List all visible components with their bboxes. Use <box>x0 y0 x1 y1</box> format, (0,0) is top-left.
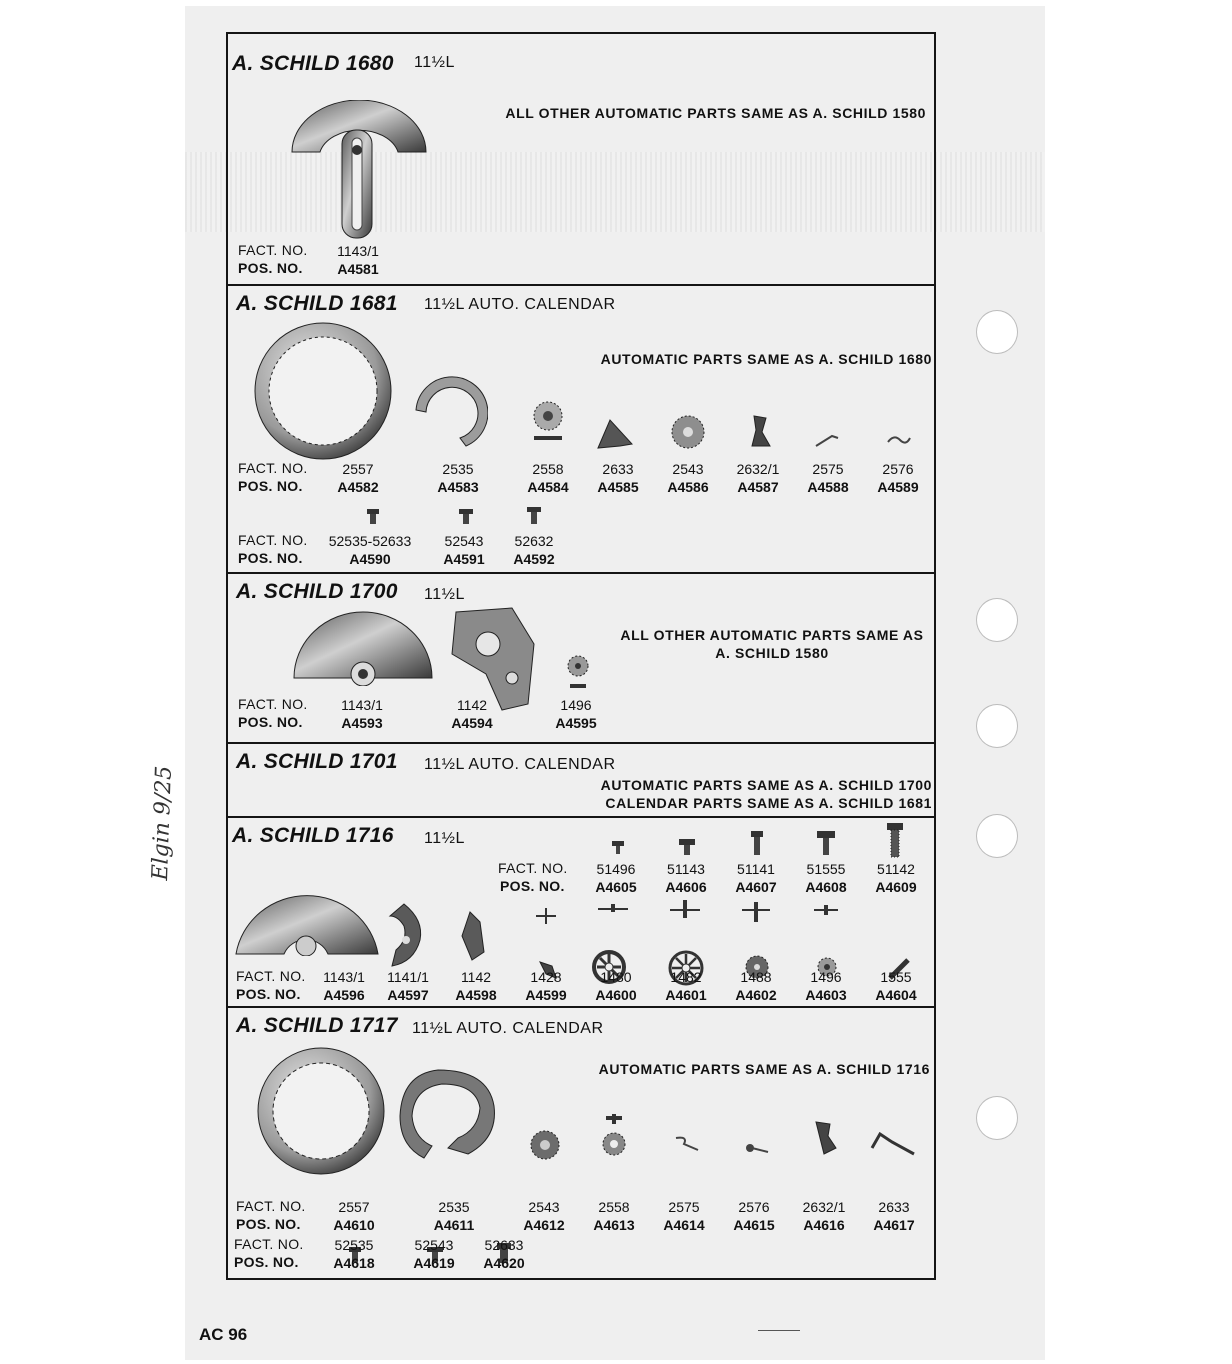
calendar-plate-image <box>398 1066 502 1162</box>
pos-no: A4618 <box>333 1255 375 1271</box>
note-line: A. SCHILD 1580 <box>715 645 829 661</box>
section-title: A. SCHILD 1681 <box>236 292 398 315</box>
section-title: A. SCHILD 1680 <box>232 52 394 75</box>
punch-hole <box>976 814 1018 858</box>
section-1717-screws <box>226 1236 936 1280</box>
fact-no: 1142 <box>460 969 492 985</box>
part-entry <box>504 1198 584 1234</box>
pos-no: A4607 <box>735 879 777 895</box>
section-note: AUTOMATIC PARTS SAME AS A. SCHILD 1716 <box>598 1061 930 1077</box>
part-entry <box>644 1198 724 1234</box>
fact-no: 1143/1 <box>341 697 383 713</box>
part-entry <box>418 460 498 496</box>
part-entry <box>414 1198 494 1234</box>
section-title: A. SCHILD 1716 <box>232 824 394 847</box>
fact-no: 2576 <box>882 461 914 477</box>
screw-image <box>458 508 474 526</box>
fact-no: 1555 <box>880 969 912 985</box>
screw-entry <box>786 860 866 896</box>
section-size: 11½L AUTO. CALENDAR <box>424 296 616 313</box>
fact-no: 2535 <box>438 1199 470 1215</box>
pos-no: A4597 <box>387 987 429 1003</box>
pos-no: A4604 <box>875 987 917 1003</box>
screw-entry <box>315 532 425 568</box>
screw-entry <box>394 1236 474 1272</box>
pos-no: A4617 <box>873 1217 915 1233</box>
fact-no: 52632 <box>514 533 554 549</box>
section-title: A. SCHILD 1700 <box>236 580 398 603</box>
part-entry <box>576 968 656 1004</box>
part-entry <box>506 968 586 1004</box>
part-entry <box>578 460 658 496</box>
pos-no: A4595 <box>555 715 597 731</box>
pos-no: A4589 <box>877 479 919 495</box>
pos-no: A4582 <box>337 479 379 495</box>
fact-no: 2557 <box>342 461 374 477</box>
pos-no: A4616 <box>803 1217 845 1233</box>
handwritten-note: Elgin 9/25 <box>148 765 177 881</box>
pos-no-label: POS. NO. <box>238 478 303 494</box>
fact-no: 51142 <box>877 861 915 877</box>
section-title: A. SCHILD 1717 <box>236 1014 398 1037</box>
fact-no-label: FACT. NO. <box>238 242 308 258</box>
screw-image <box>678 838 696 856</box>
section-size: 11½L <box>414 54 455 71</box>
fact-no: 52535 <box>334 1237 374 1253</box>
fact-no: 2558 <box>532 461 564 477</box>
note-line: CALENDAR PARTS SAME AS A. SCHILD 1681 <box>605 795 932 811</box>
pos-no: A4585 <box>597 479 639 495</box>
calendar-ring-image <box>248 316 398 466</box>
screw-entry <box>464 1236 544 1272</box>
part-entry <box>574 1198 654 1234</box>
section-size: 11½L <box>424 830 465 847</box>
pos-no: A4586 <box>667 479 709 495</box>
fact-no-label: FACT. NO. <box>498 860 568 876</box>
section-size: 11½L AUTO. CALENDAR <box>424 756 616 773</box>
pos-no: A4594 <box>451 715 493 731</box>
fact-no: 52535-52633 <box>328 533 412 549</box>
fact-no: 1488 <box>740 969 772 985</box>
part-entry <box>648 460 728 496</box>
pos-no: A4605 <box>595 879 637 895</box>
part-entry <box>784 1198 864 1234</box>
pos-no: A4611 <box>433 1217 475 1233</box>
fact-no: 2632/1 <box>736 461 780 477</box>
pinion-image <box>670 900 700 920</box>
pinion-image <box>536 906 556 926</box>
pos-no: A4590 <box>349 551 391 567</box>
pinion-image <box>598 904 628 914</box>
part-entry <box>322 696 402 732</box>
fact-no: 2576 <box>738 1199 770 1215</box>
lever-2632-image <box>746 412 776 452</box>
section-schild-1700 <box>228 574 934 744</box>
screw-entry <box>494 532 574 568</box>
bridge-1141-image <box>384 900 434 970</box>
pos-no: A4581 <box>337 261 379 277</box>
note-line: AUTOMATIC PARTS SAME AS A. SCHILD 1700 <box>600 777 932 793</box>
section-schild-1680 <box>228 34 934 286</box>
pos-no: A4596 <box>323 987 365 1003</box>
pos-no: A4613 <box>593 1217 635 1233</box>
fact-no: 2633 <box>878 1199 910 1215</box>
pos-no: A4591 <box>443 551 485 567</box>
part-entry <box>432 696 512 732</box>
fact-no: 2633 <box>602 461 634 477</box>
punch-hole <box>976 704 1018 748</box>
screw-image <box>366 508 380 526</box>
wheel-2558-image <box>528 400 568 448</box>
fact-no: 2575 <box>812 461 844 477</box>
part-entry <box>436 968 516 1004</box>
pos-no: A4592 <box>513 551 555 567</box>
fact-no: 1143/1 <box>337 243 379 259</box>
footer-rule <box>758 1330 800 1331</box>
fact-no: 1496 <box>810 969 842 985</box>
section-schild-1701 <box>228 744 934 818</box>
fact-no: 51143 <box>667 861 705 877</box>
fact-no: 2543 <box>528 1199 560 1215</box>
spring-2576-image <box>884 432 914 448</box>
rotor-image <box>288 600 438 686</box>
section-note: AUTOMATIC PARTS SAME AS A. SCHILD 1680 <box>600 351 932 367</box>
fact-no: 52633 <box>484 1237 524 1253</box>
fact-no-label: FACT. NO. <box>236 1198 306 1214</box>
screw-image <box>750 830 764 856</box>
section-schild-1716 <box>228 818 934 1008</box>
part-entry <box>318 242 398 278</box>
pos-no: A4601 <box>665 987 707 1003</box>
calendar-plate-image <box>408 366 488 456</box>
screw-entry <box>576 860 656 896</box>
pos-no: A4614 <box>663 1217 705 1233</box>
fact-no: 1480 <box>600 969 632 985</box>
pos-no: A4588 <box>807 479 849 495</box>
punch-hole <box>976 1096 1018 1140</box>
pos-no-label: POS. NO. <box>236 986 301 1002</box>
rotor-image <box>284 100 434 242</box>
pos-no: A4587 <box>737 479 779 495</box>
pos-no-label: POS. NO. <box>234 1254 299 1270</box>
spring-2576-image <box>742 1140 772 1156</box>
fact-no: 1428 <box>530 969 562 985</box>
fact-no: 52543 <box>444 533 484 549</box>
fact-no: 1482 <box>670 969 702 985</box>
part-entry <box>646 968 726 1004</box>
fact-no: 1496 <box>560 697 592 713</box>
parts-table <box>226 32 936 1280</box>
part-entry <box>716 968 796 1004</box>
fact-no: 2575 <box>668 1199 700 1215</box>
fact-no: 52543 <box>414 1237 454 1253</box>
pos-no: A4609 <box>875 879 917 895</box>
pinion-image <box>742 900 770 924</box>
lever-2633-image <box>592 414 638 454</box>
section-note <box>601 776 932 812</box>
screw-image <box>816 830 836 856</box>
fact-no: 1142 <box>456 697 488 713</box>
section-title: A. SCHILD 1701 <box>236 750 398 773</box>
part-entry <box>536 696 616 732</box>
screw-entry <box>424 532 504 568</box>
pos-no: A4619 <box>413 1255 455 1271</box>
pos-no: A4612 <box>523 1217 565 1233</box>
spring-2575-image <box>672 1134 702 1154</box>
screw-entry <box>716 860 796 896</box>
part-entry <box>714 1198 794 1234</box>
wheel-1496-image <box>566 654 590 694</box>
fact-no: 2632/1 <box>802 1199 846 1215</box>
wheel-2543-image <box>528 1128 562 1162</box>
bridge-1142-image <box>458 908 488 964</box>
pos-no: A4598 <box>455 987 497 1003</box>
pos-no: A4584 <box>527 479 569 495</box>
part-entry <box>856 968 936 1004</box>
pos-no-label: POS. NO. <box>238 714 303 730</box>
pos-no: A4600 <box>595 987 637 1003</box>
section-note: ALL OTHER AUTOMATIC PARTS SAME AS A. SCHILD 1580 <box>505 105 926 121</box>
fact-no: 2543 <box>672 461 704 477</box>
part-entry <box>854 1198 934 1234</box>
pos-no-label: POS. NO. <box>236 1216 301 1232</box>
fact-no: 51496 <box>596 861 636 877</box>
spring-2575-image <box>812 432 842 450</box>
part-entry <box>318 460 398 496</box>
pinion-image <box>814 904 838 916</box>
pos-no: A4599 <box>525 987 567 1003</box>
section-schild-1681 <box>228 286 934 574</box>
fact-no: 2535 <box>442 461 474 477</box>
punch-hole <box>976 310 1018 354</box>
fact-no-label: FACT. NO. <box>238 460 308 476</box>
fact-no: 51555 <box>806 861 846 877</box>
fact-no-label: FACT. NO. <box>234 1236 304 1252</box>
pos-no: A4602 <box>735 987 777 1003</box>
pos-no: A4615 <box>733 1217 775 1233</box>
punch-hole <box>976 598 1018 642</box>
section-note <box>606 626 938 662</box>
fact-no: 1143/1 <box>323 969 365 985</box>
part-entry <box>314 1198 394 1234</box>
screw-image <box>886 822 904 858</box>
pos-no: A4620 <box>483 1255 525 1271</box>
rotor-image <box>234 866 380 956</box>
screw-entry <box>646 860 726 896</box>
pos-no-label: POS. NO. <box>500 878 565 894</box>
screw-entry <box>314 1236 394 1272</box>
pos-no-label: POS. NO. <box>238 260 303 276</box>
wheel-2558-image <box>600 1114 628 1160</box>
part-entry <box>858 460 938 496</box>
part-entry <box>718 460 798 496</box>
pos-no: A4610 <box>333 1217 375 1233</box>
fact-no-label: FACT. NO. <box>238 532 308 548</box>
page-number: AC 96 <box>199 1325 248 1344</box>
section-size: 11½L <box>424 586 465 603</box>
pos-no: A4606 <box>665 879 707 895</box>
pos-no: A4608 <box>805 879 847 895</box>
fact-no: 51141 <box>737 861 775 877</box>
fact-no-label: FACT. NO. <box>238 696 308 712</box>
pos-no: A4593 <box>341 715 383 731</box>
fact-no: 2557 <box>338 1199 370 1215</box>
calendar-ring-image <box>254 1044 388 1178</box>
fact-no: 1141/1 <box>387 969 429 985</box>
lever-2632-image <box>810 1118 842 1158</box>
part-entry <box>786 968 866 1004</box>
pos-no: A4583 <box>437 479 479 495</box>
lever-2633-image <box>868 1130 918 1158</box>
part-entry <box>788 460 868 496</box>
screw-image <box>610 840 626 856</box>
note-line: ALL OTHER AUTOMATIC PARTS SAME AS <box>620 627 924 643</box>
section-size: 11½L AUTO. CALENDAR <box>412 1020 604 1037</box>
fact-no: 2558 <box>598 1199 630 1215</box>
screw-image <box>526 506 542 526</box>
fact-no-label: FACT. NO. <box>236 968 306 984</box>
pos-no: A4603 <box>805 987 847 1003</box>
pos-no-label: POS. NO. <box>238 550 303 566</box>
screw-entry <box>856 860 936 896</box>
part-entry <box>508 460 588 496</box>
wheel-2543-image <box>668 412 708 452</box>
